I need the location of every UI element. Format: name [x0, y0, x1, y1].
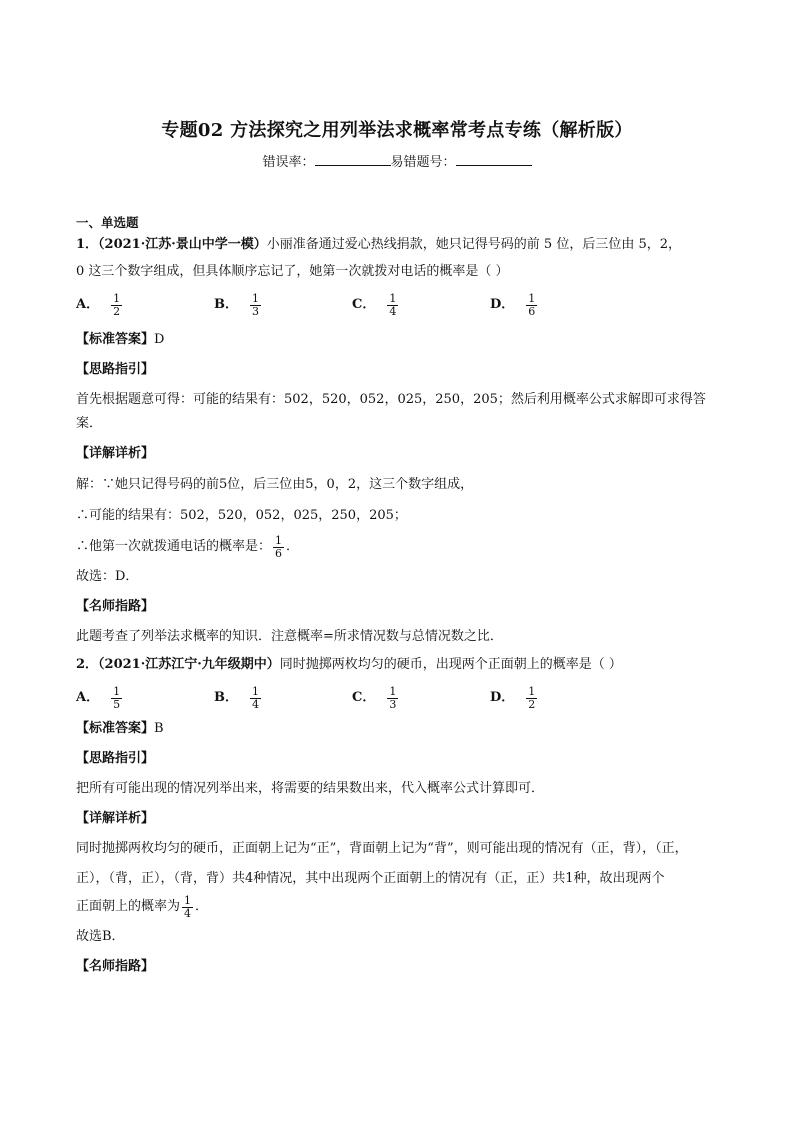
question-2-option-c[interactable]: C． $\frac{1}{3}$: [352, 684, 397, 711]
question-2-answer: 【标准答案】B: [76, 721, 164, 736]
question-1-detail-line3: ∴他第一次就拨通电话的概率是： $\frac{1}{6}$ ．: [76, 533, 300, 560]
question-1: [76, 235, 726, 647]
error-items-blank[interactable]: [456, 153, 532, 166]
question-1-option-d[interactable]: D． $\frac{1}{6}$: [490, 291, 536, 318]
question-1-detail-label: 【详解详析】: [76, 446, 155, 461]
question-1-number: 1．: [76, 237, 99, 252]
option-c-fraction: $\frac{1}{4}$: [389, 291, 397, 318]
question-1-stem-line2: 0 这三个数字组成，但具体顺序忘记了，她第一次就拨对电话的概率是（ ）: [76, 264, 509, 279]
question-2-hint-text: 把所有可能出现的情况列举出来，将需要的结果数出来，代入概率公式计算即可．: [76, 781, 545, 796]
question-2-number: 2．: [76, 657, 99, 672]
page-title: 专题02 方法探究之用列举法求概率常考点专练（解析版）: [161, 120, 633, 141]
question-2-detail-line2: 正），（背，正），（背，背）共4种情况，其中出现两个正面朝上的情况有（正，正）共1种，故出现两个: [76, 871, 665, 886]
question-1-detail-line1: 解：∵她只记得号码的前5位，后三位由5，0，2，这三个数字组成，: [76, 477, 474, 492]
question-1-hint-line2: 案．: [76, 416, 103, 431]
question-1-stem-text: 小丽准备通过爱心热线捐款，她只记得号码的前 5 位，后三位由 5，2，: [266, 237, 681, 252]
question-2-detail-line3: 正面朝上的概率为 $\frac{1}{4}$ ．: [76, 893, 209, 920]
question-2-source: （2021·江苏江宁·九年级期中）: [98, 657, 280, 672]
error-tracking-line: [0, 151, 794, 170]
question-2-option-a[interactable]: A． $\frac{1}{5}$: [76, 684, 121, 711]
question-1-option-a[interactable]: A． $\frac{1}{2}$: [76, 291, 121, 318]
option-a-fraction: $\frac{1}{5}$: [113, 684, 121, 711]
question-2-detail-line4: 故选B．: [76, 929, 125, 944]
question-1-stem-line1: [76, 235, 726, 255]
error-rate-label: 错误率：: [262, 155, 315, 170]
question-1-source: （2021·江苏·景山中学一模）: [98, 237, 267, 252]
question-2-stem-text: 同时抛掷两枚均匀的硬币，出现两个正面朝上的概率是（ ）: [279, 657, 622, 672]
question-2-teacher-label: 【名师指路】: [76, 959, 155, 974]
option-b-fraction: $\frac{1}{4}$: [252, 684, 259, 711]
question-1-answer: 【标准答案】D: [76, 332, 165, 347]
detail-probability-fraction: $\frac{1}{6}$: [275, 533, 283, 560]
question-2: [76, 655, 726, 977]
error-items-label: 易错题号：: [390, 155, 456, 170]
question-2-stem: [76, 655, 726, 675]
detail-probability-fraction: $\frac{1}{4}$: [184, 893, 192, 920]
question-1-detail-line2: ∴可能的结果有：502，520，052，025，250，205；: [76, 508, 407, 523]
option-b-fraction: $\frac{1}{3}$: [252, 291, 259, 318]
question-1-teacher-label: 【名师指路】: [76, 599, 155, 614]
question-2-answer-value: B: [154, 721, 164, 736]
question-1-hint-line1: 首先根据题意可得：可能的结果有：502，520，052，025，250，205；然后利用概率公式求解即可求得答: [76, 392, 706, 407]
question-2-hint-label: 【思路指引】: [76, 751, 155, 766]
section-title: 一、单选题: [76, 215, 139, 230]
option-c-fraction: $\frac{1}{3}$: [389, 684, 397, 711]
question-1-option-b[interactable]: B． $\frac{1}{3}$: [214, 291, 259, 318]
error-rate-blank[interactable]: [315, 153, 391, 166]
content-body: [76, 213, 726, 977]
question-2-option-b[interactable]: B． $\frac{1}{4}$: [214, 684, 259, 711]
question-2-detail-label: 【详解详析】: [76, 811, 155, 826]
question-2-detail-line1: 同时抛掷两枚均匀的硬币，正面朝上记为“正”，背面朝上记为“背”，则可能出现的情况有（正，背），（正，: [76, 841, 688, 856]
question-1-teacher-text: 此题考查了列举法求概率的知识．注意概率=所求情况数与总情况数之比．: [76, 629, 503, 644]
question-1-option-c[interactable]: C． $\frac{1}{4}$: [352, 291, 397, 318]
option-d-fraction: $\frac{1}{2}$: [528, 684, 536, 711]
question-1-options: [76, 288, 726, 322]
question-1-hint-label: 【思路指引】: [76, 362, 155, 377]
question-1-answer-value: D: [154, 332, 165, 347]
option-d-fraction: $\frac{1}{6}$: [528, 291, 536, 318]
option-a-fraction: $\frac{1}{2}$: [113, 291, 121, 318]
question-2-options: [76, 681, 726, 715]
question-2-option-d[interactable]: D． $\frac{1}{2}$: [490, 684, 536, 711]
question-1-detail-line4: 故选：D．: [76, 569, 139, 584]
